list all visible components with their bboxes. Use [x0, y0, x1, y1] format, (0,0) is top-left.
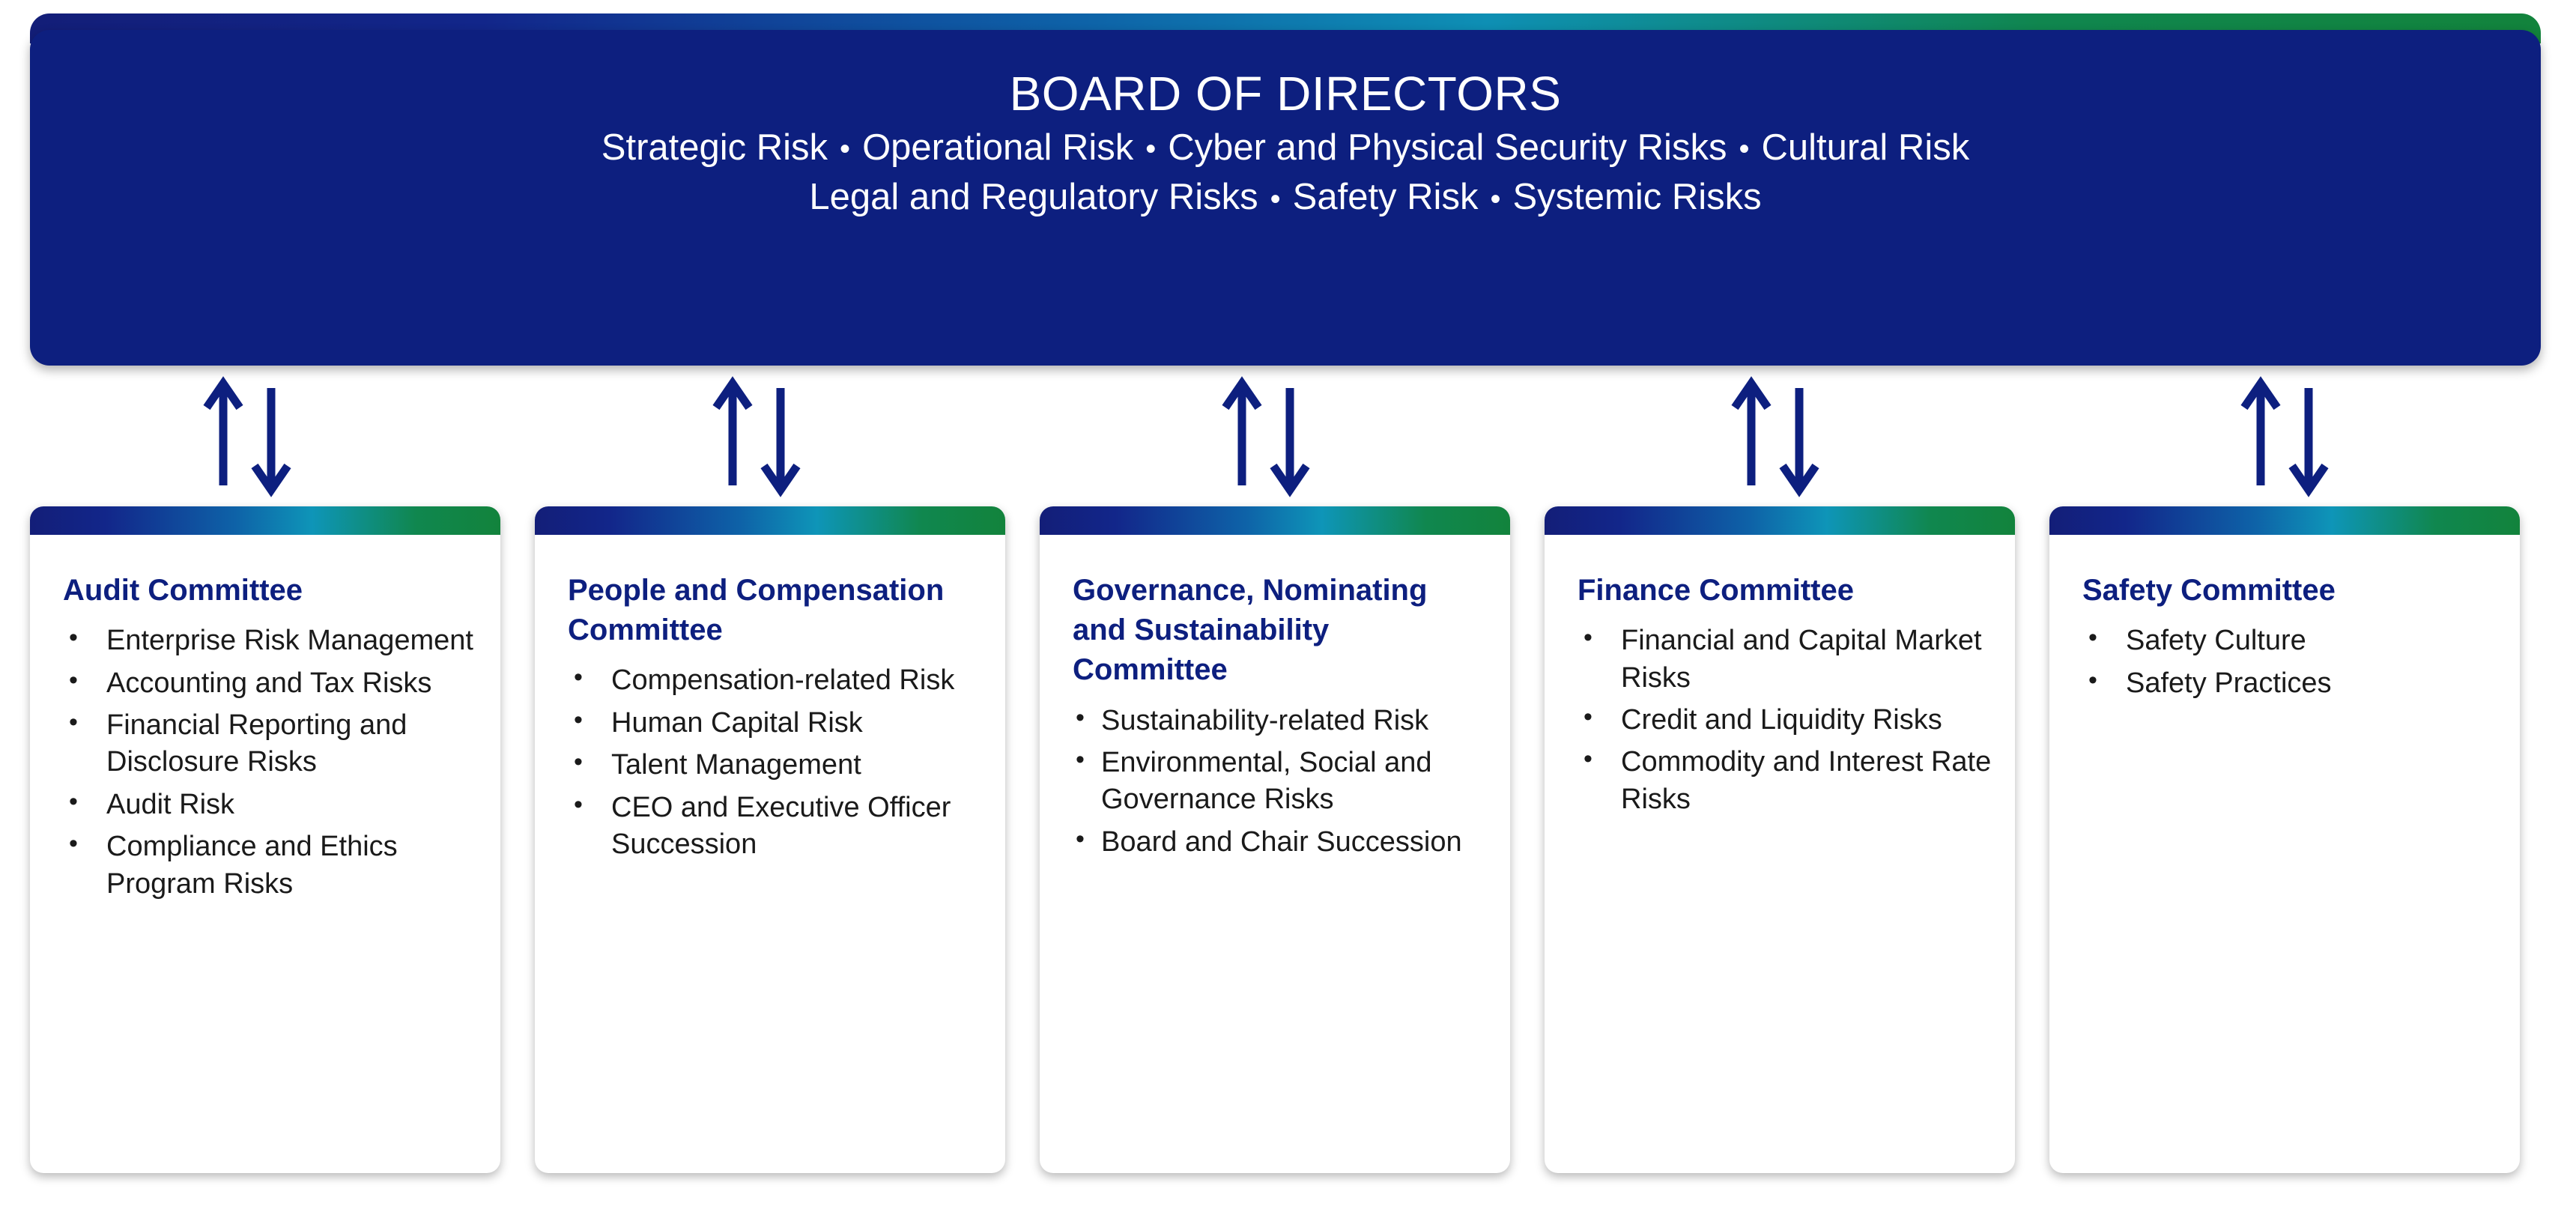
list-item: • Human Capital Risk: [568, 705, 983, 742]
committee-card-audit: [30, 506, 500, 1173]
committee-card-finance: [1545, 506, 2015, 1173]
list-item: • Safety Practices: [2082, 665, 2497, 702]
bullet-separator-icon: •: [1270, 183, 1281, 216]
board-risk-item: Legal and Regulatory Risks: [809, 177, 1258, 218]
card-body: [1040, 535, 1510, 888]
list-item: • Environmental, Social and Governance Risks: [1073, 745, 1488, 819]
card-body: [1545, 535, 2015, 846]
page-title: BOARD OF DIRECTORS: [1009, 67, 1562, 121]
board-risk-item: Operational Risk: [862, 127, 1134, 168]
committee-risk-list: [1578, 622, 1992, 818]
card-gradient-stripe: [2049, 506, 2520, 535]
list-item: • Accounting and Tax Risks: [63, 665, 478, 702]
committee-card-safety: [2049, 506, 2520, 1173]
list-item: • Compliance and Ethics Program Risks: [63, 828, 478, 903]
list-item: • Credit and Liquidity Risks: [1578, 702, 1992, 739]
committee-risk-list: [1073, 703, 1488, 861]
list-item: • Safety Culture: [2082, 622, 2497, 659]
committee-title: Audit Committee: [63, 574, 303, 607]
committee-title: Finance Committee: [1578, 574, 1854, 607]
list-item: • Commodity and Interest Rate Risks: [1578, 744, 1992, 818]
card-gradient-stripe: [535, 506, 1005, 535]
committee-risk-list: [2082, 622, 2497, 702]
committee-risk-list: [568, 662, 983, 863]
board-risk-item: Cyber and Physical Security Risks: [1168, 127, 1727, 168]
list-item: • Talent Management: [568, 747, 983, 784]
list-item: • Financial and Capital Market Risks: [1578, 622, 1992, 697]
board-of-directors-banner: [30, 13, 2541, 366]
list-item: • Sustainability-related Risk: [1073, 703, 1488, 739]
up-down-arrows-icon: [704, 373, 816, 500]
card-gradient-stripe: [1040, 506, 1510, 535]
bullet-separator-icon: •: [840, 133, 851, 166]
list-item: • Board and Chair Succession: [1073, 824, 1488, 861]
bullet-separator-icon: •: [1145, 133, 1157, 166]
card-body: [535, 535, 1005, 891]
committee-title: Safety Committee: [2082, 574, 2336, 607]
committee-title: People and Compensation Committee: [568, 574, 945, 647]
board-risk-item: Safety Risk: [1292, 177, 1479, 218]
card-body: [30, 535, 500, 930]
card-gradient-stripe: [1545, 506, 2015, 535]
list-item: • Enterprise Risk Management: [63, 622, 478, 659]
committee-risk-list: [63, 622, 478, 903]
board-risk-item: Cultural Risk: [1761, 127, 1970, 168]
card-gradient-stripe: [30, 506, 500, 535]
up-down-arrows-icon: [1723, 373, 1835, 500]
board-risk-line-2: [30, 172, 2541, 222]
list-item: • Financial Reporting and Disclosure Risks: [63, 707, 478, 781]
committee-card-row: [30, 506, 2547, 1173]
committee-card-governance-nominating-sustainability: [1040, 506, 1510, 1173]
board-risk-item: Systemic Risks: [1512, 177, 1762, 218]
list-item: • Audit Risk: [63, 787, 478, 823]
committee-title: Governance, Nominating and Sustainability Committee: [1073, 574, 1428, 687]
card-body: [2049, 535, 2520, 730]
board-risk-line-1: [30, 123, 2541, 173]
up-down-arrows-icon: [2232, 373, 2345, 500]
list-item: • Compensation-related Risk: [568, 662, 983, 699]
committee-card-people-and-compensation: [535, 506, 1005, 1173]
bullet-separator-icon: •: [1490, 183, 1501, 216]
board-risk-item: Strategic Risk: [601, 127, 828, 168]
list-item: • CEO and Executive Officer Succession: [568, 790, 983, 864]
board-of-directors-box: [30, 30, 2541, 366]
bullet-separator-icon: •: [1739, 133, 1750, 166]
up-down-arrows-icon: [195, 373, 307, 500]
up-down-arrows-icon: [1213, 373, 1326, 500]
